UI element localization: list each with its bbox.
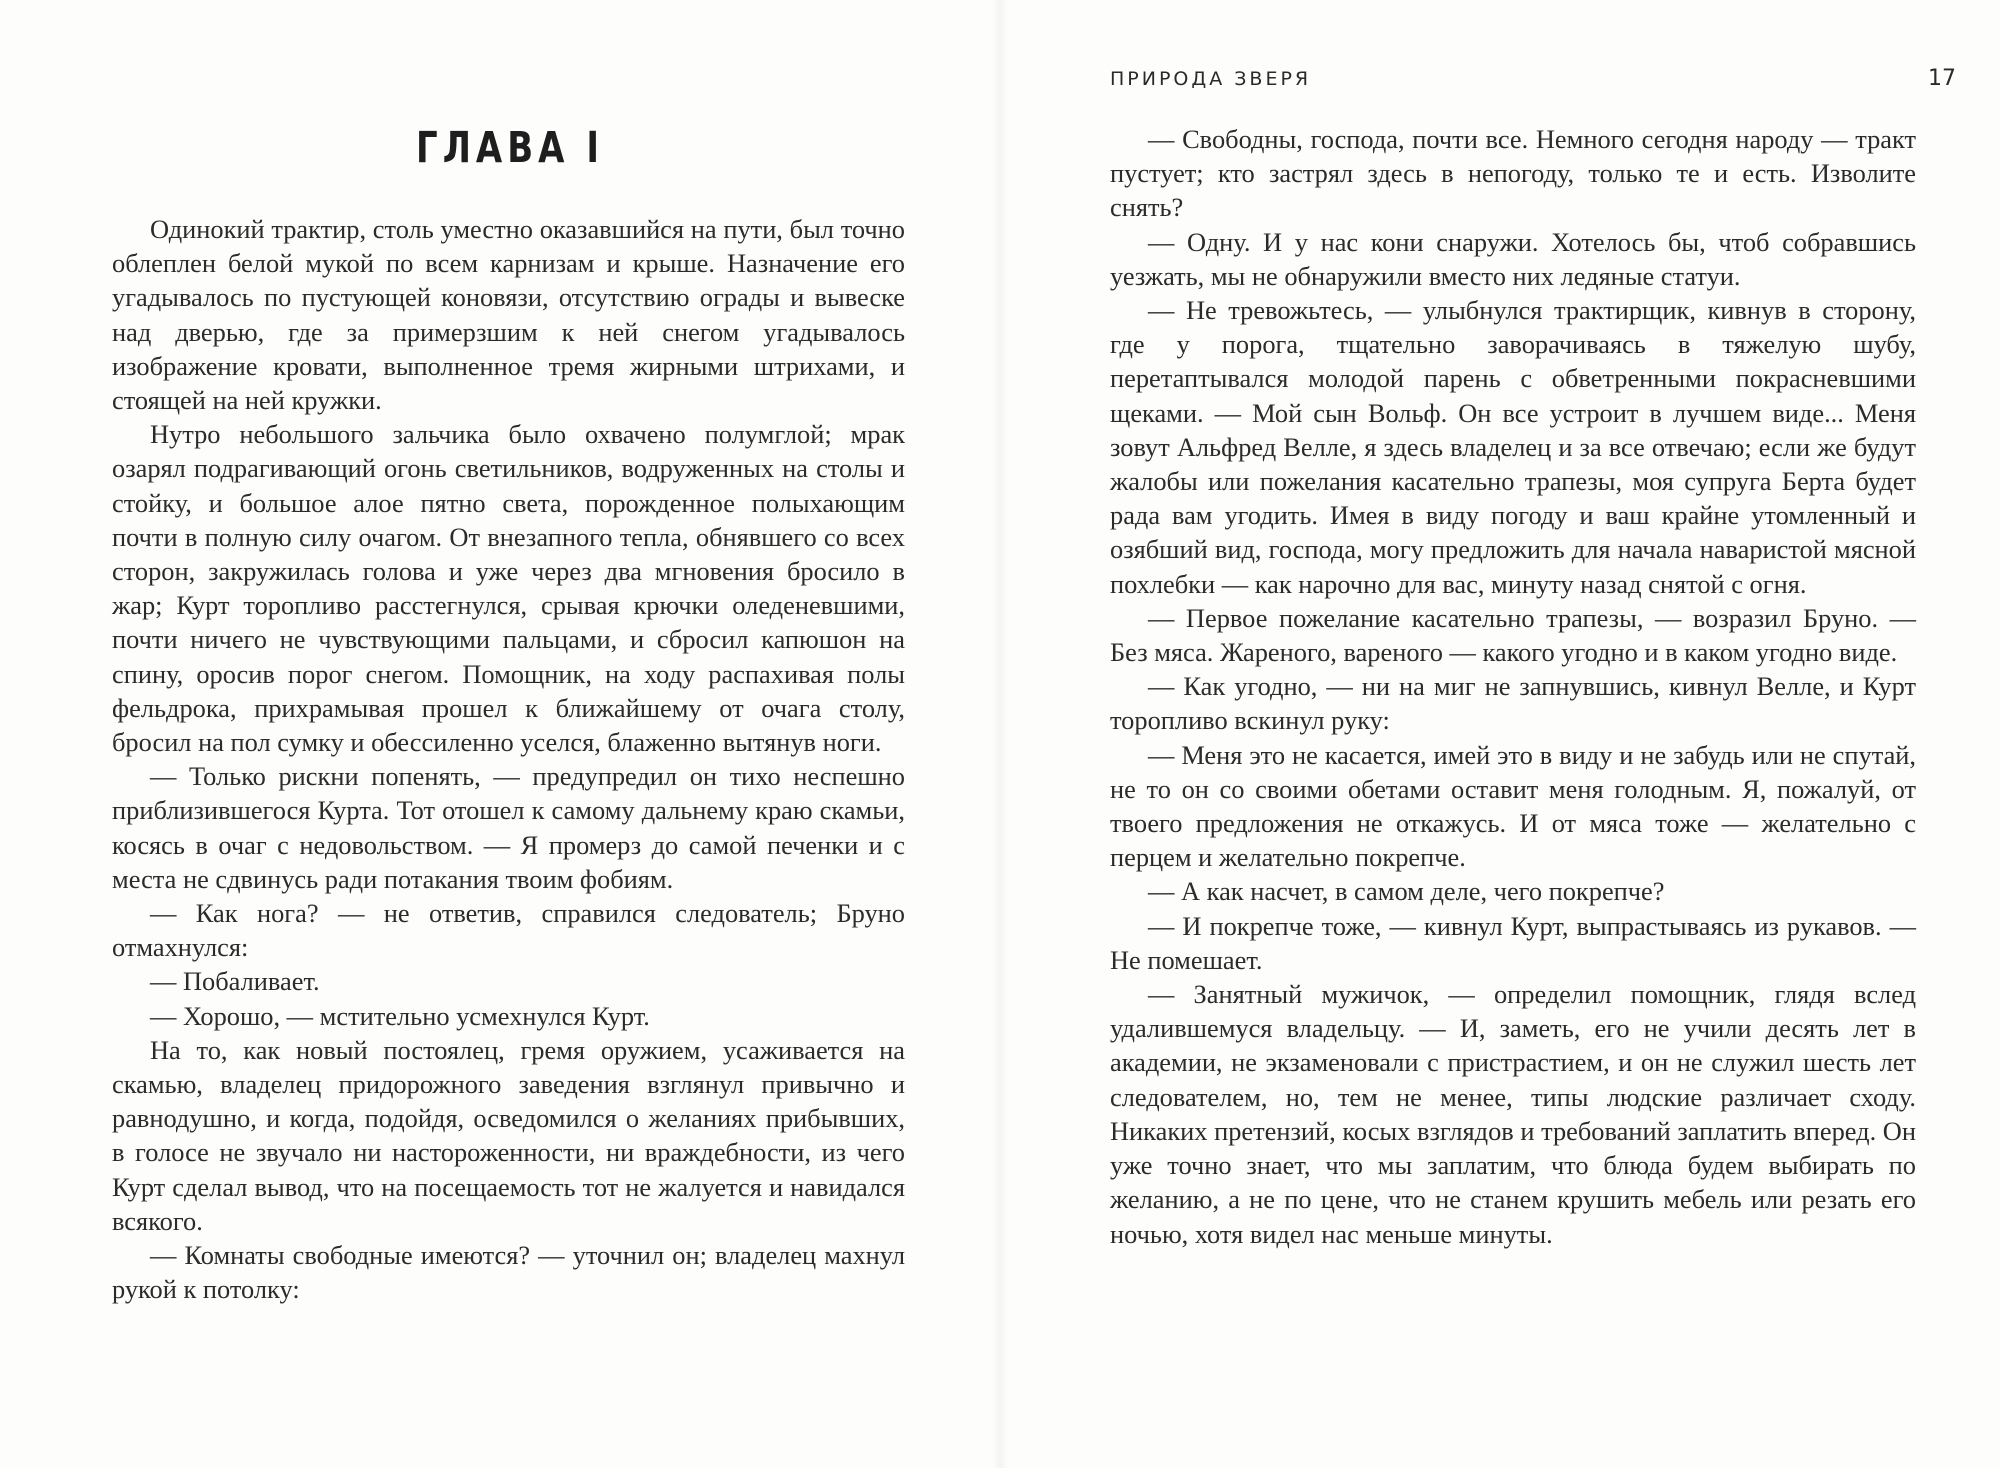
paragraph: На то, как новый постоялец, гремя оружием, усаживается на скамью, владелец придорожного заведения взглянул привычно и равнодушно, и когда, подойдя, осведомился о желаниях прибывших, в голосе не звучало ни настороженности, ни враждебности, из чего Курт сделал вывод, что на посещаемость тот не жалуется и навидался всякого.: [112, 1034, 905, 1236]
paragraph: — Первое пожелание касательно трапезы, — возразил Бруно. — Без мяса. Жареного, вареного — какого угодно и в каком угодно виде.: [1110, 602, 1916, 668]
paragraph: — Только рискни попенять, — предупредил он тихо неспешно приблизившегося Курта. Тот отошел к самому дальнему краю скамьи, косясь в очаг с недовольством. — Я промерз до самой печенки и с места не сдвинусь ради потакания твоим фобиям.: [112, 761, 905, 894]
right-page: [1000, 0, 2000, 1468]
running-head: ПРИРОДА ЗВЕРЯ: [1110, 68, 1312, 90]
paragraph: — Меня это не касается, имей это в виду и не забудь или не спутай, не то он со своими обетами оставит меня голодным. Я, пожалуй, от твоего предложения не откажусь. И от мяса тоже — желательно с перцем и желательно покрепче.: [1110, 739, 1916, 873]
paragraph: — Свободны, господа, почти все. Немного сегодня народу — тракт пустует; кто застрял здесь в непогоду, только те и есть. Изволите снять?: [1110, 124, 1916, 223]
paragraph: — Одну. И у нас кони снаружи. Хотелось бы, чтоб собравшись уезжать, мы не обнаружили вместо них ледяные статуи.: [1110, 226, 1916, 291]
paragraph: — Не тревожьтесь, — улыбнулся трактирщик, кивнув в сторону, где у порога, тщательно заворачиваясь в тяжелую шубу, перетаптывался молодой парень с обветренными покрасневшими щеками. — Мой сын Вольф. Он все устроит в лучшем виде... Меня зовут Альфред Велле, я здесь владелец и за все отвечаю; если же будут жалобы или пожелания касательно трапезы, моя супруга Берта будет рада вам угодить. Имея в виду погоду и ваш крайне утомленный и озябший вид, господа, могу предложить для начала наваристой мясной похлебки — как нарочно для вас, минуту назад снятой с огня.: [1110, 295, 1916, 599]
left-page-text: [112, 212, 905, 1307]
paragraph: Нутро небольшого зальчика было охвачено полумглой; мрак озарял подрагивающий огонь светильников, водруженных на столы и стойку, и большое алое пятно света, порожденное полыхающим почти в полную силу очагом. От внезапного тепла, обнявшего со всех сторон, закружилась голова и уже через два мгновения бросило в жар; Курт торопливо расстегнулся, срывая крючки оледеневшими, почти ничего не чувствующими пальцами, и сбросил капюшон на спину, оросив порог снегом. Помощник, на ходу распахивая полы фельдрока, прихрамывая прошел к ближайшему от очага столу, бросил на пол сумку и обессиленно уселся, блаженно вытянув ноги.: [112, 419, 905, 758]
right-page-text: [1110, 122, 1916, 1251]
paragraph: — Комнаты свободные имеются? — уточнил он; владелец махнул рукой к потолку:: [112, 1240, 905, 1305]
paragraph: — Побаливает.: [150, 966, 320, 997]
paragraph: — Как нога? — не ответив, справился следователь; Бруно отмахнулся:: [112, 898, 905, 963]
chapter-title: ГЛАВА I: [416, 123, 604, 173]
paragraph: — Занятный мужичок, — определил помощник, глядя вслед удалившемуся владельцу. — И, заметь, его не учили десять лет в академии, не экзаменовали с пристрастием, и он не служил шесть лет следователем, но, тем не менее, типы людские различает сходу. Никаких претензий, косых взглядов и требований заплатить вперед. Он уже точно знает, что мы заплатим, что блюда будем выбирать по желанию, а не по цене, что не станем крушить мебель или резать его ночью, хотя видел нас меньше минуты.: [1110, 979, 1916, 1249]
paragraph: — Как угодно, — ни на миг не запнувшись, кивнул Велле, и Курт торопливо вскинул руку:: [1110, 671, 1916, 736]
paragraph: — И покрепче тоже, — кивнул Курт, выпрастываясь из рукавов. — Не помешает.: [1110, 910, 1916, 975]
paragraph: — А как насчет, в самом деле, чего покрепче?: [1148, 876, 1665, 907]
paragraph: Одинокий трактир, столь уместно оказавшийся на пути, был точно облеплен белой мукой по всем карнизам и крыше. Назначение его угадывалось по пустующей коновязи, отсутствию ограды и вывеске над дверью, где за примерзшим к ней снегом угадывалось изображение кровати, выполненное тремя жирными штрихами, и стоящей на ней кружки.: [112, 214, 905, 416]
paragraph: — Хорошо, — мстительно усмехнулся Курт.: [150, 1000, 650, 1031]
page-number: 17: [1928, 66, 1956, 91]
